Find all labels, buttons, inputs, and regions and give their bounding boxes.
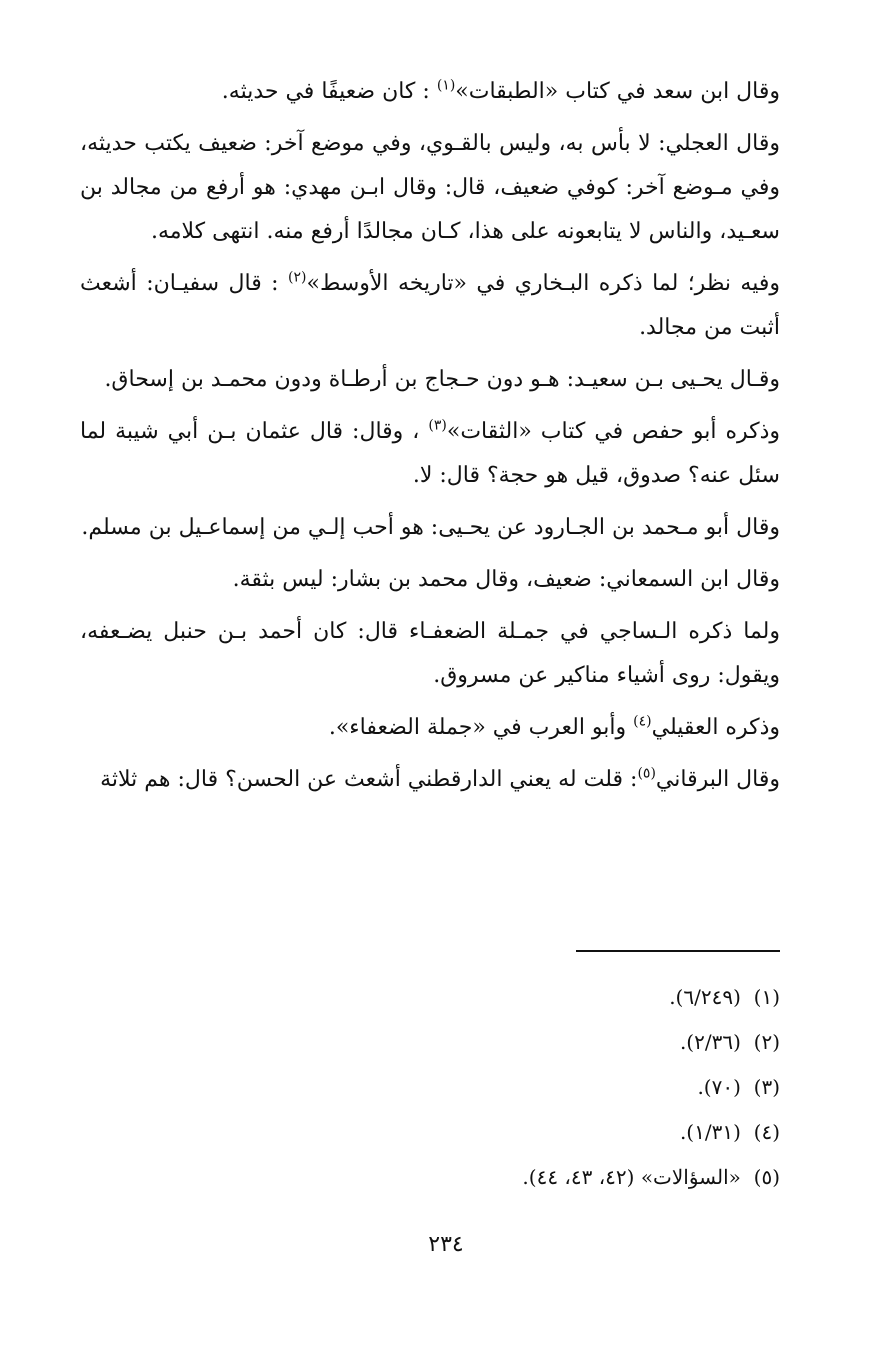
footnote-reference: (٣) (428, 417, 447, 434)
paragraph-text: وفيه نظر؛ لما ذكره البـخاري في «تاريخه الأوسط» (306, 271, 780, 296)
page-number: ٢٣٤ (428, 1232, 464, 1257)
footnote-number: (٣) (753, 1075, 780, 1099)
paragraph (80, 122, 780, 254)
footnote-separator (576, 950, 780, 952)
paragraph-text: : قلت له يعني الدارقطني أشعث عن الحسن؟ قال: هم ثلاثة (100, 767, 638, 792)
paragraph-text: وقال ابن سعد في كتاب «الطبقات» (455, 79, 780, 104)
paragraph (80, 706, 780, 750)
footnotes (280, 975, 780, 1200)
footnote-text: «السؤالات» (٤٢، ٤٣، ٤٤). (522, 1165, 741, 1189)
paragraph-text: وقال البرقاني (655, 767, 780, 792)
paragraph-text: وأبو العرب في «جملة الضعفاء». (328, 715, 634, 740)
footnote (280, 1065, 780, 1110)
paragraph-text: : قال سفيـان: أشعث أثبت من مجالد. (80, 271, 780, 340)
paragraph (80, 70, 780, 114)
footnote (280, 1155, 780, 1200)
paragraph (80, 262, 780, 350)
footnote-number: (٤) (753, 1120, 780, 1144)
footnote-reference: (٤) (633, 713, 652, 730)
footnote (280, 975, 780, 1020)
footnote-reference: (٥) (637, 765, 656, 782)
footnote-text: (١/٣١). (679, 1120, 741, 1144)
footnote-number: (٥) (753, 1165, 780, 1189)
footnote-reference: (٢) (288, 269, 307, 286)
footnote (280, 1110, 780, 1155)
paragraph (80, 758, 780, 802)
paragraph (80, 558, 780, 602)
paragraph-text: وقـال يحـيى بـن سعيـد: هـو دون حـجاج بن أرطـاة ودون محمـد بن إسحاق. (104, 367, 780, 392)
paragraph-text: وذكره أبو حفص في كتاب «الثقات» (446, 419, 781, 444)
paragraph (80, 610, 780, 698)
body-text (80, 70, 780, 810)
paragraph-text: وقال ابن السمعاني: ضعيف، وقال محمد بن بشار: ليس بثقة. (232, 567, 780, 592)
footnote-number: (١) (753, 985, 780, 1009)
paragraph (80, 506, 780, 550)
footnote-reference: (١) (436, 77, 456, 94)
paragraph (80, 358, 780, 402)
paragraph-text: ، وقال: قال عثمان بـن أبي شيبة لما سئل عنه؟ صدوق، قيل هو حجة؟ قال: لا. (80, 419, 780, 488)
footnote-text: (٧٠). (697, 1075, 741, 1099)
paragraph-text: ولما ذكره الـساجي في جمـلة الضعفـاء قال: كان أحمد بـن حنبل يضـعفه، ويقول: روى أشياء مناكير عن مسروق. (80, 619, 780, 688)
footnote-text: (٢/٣٦). (679, 1030, 741, 1054)
paragraph-text: وقال أبو مـحمد بن الجـارود عن يحـيى: هو أحب إلـي من إسماعـيل بن مسلم. (81, 515, 780, 540)
paragraph-text: : كان ضعيفًا في حديثه. (221, 79, 437, 104)
paragraph-text: وذكره العقيلي (651, 715, 780, 740)
footnote-number: (٢) (753, 1030, 780, 1054)
footnote-text: (٦/٢٤٩). (669, 985, 741, 1009)
paragraph-text: وقال العجلي: لا بأس به، وليس بالقـوي، وفي موضع آخر: ضعيف يكتب حديثه، وفي مـوضع آخر: كوفي ضعيف، قال: وقال ابـن مهدي: هو أرفع من مجالد بن سعـيد، والناس لا يتابعونه على هذا، كـان مجالدًا أرفع منه. انتهى كلامه. (80, 131, 780, 244)
paragraph (80, 410, 780, 498)
footnote (280, 1020, 780, 1065)
